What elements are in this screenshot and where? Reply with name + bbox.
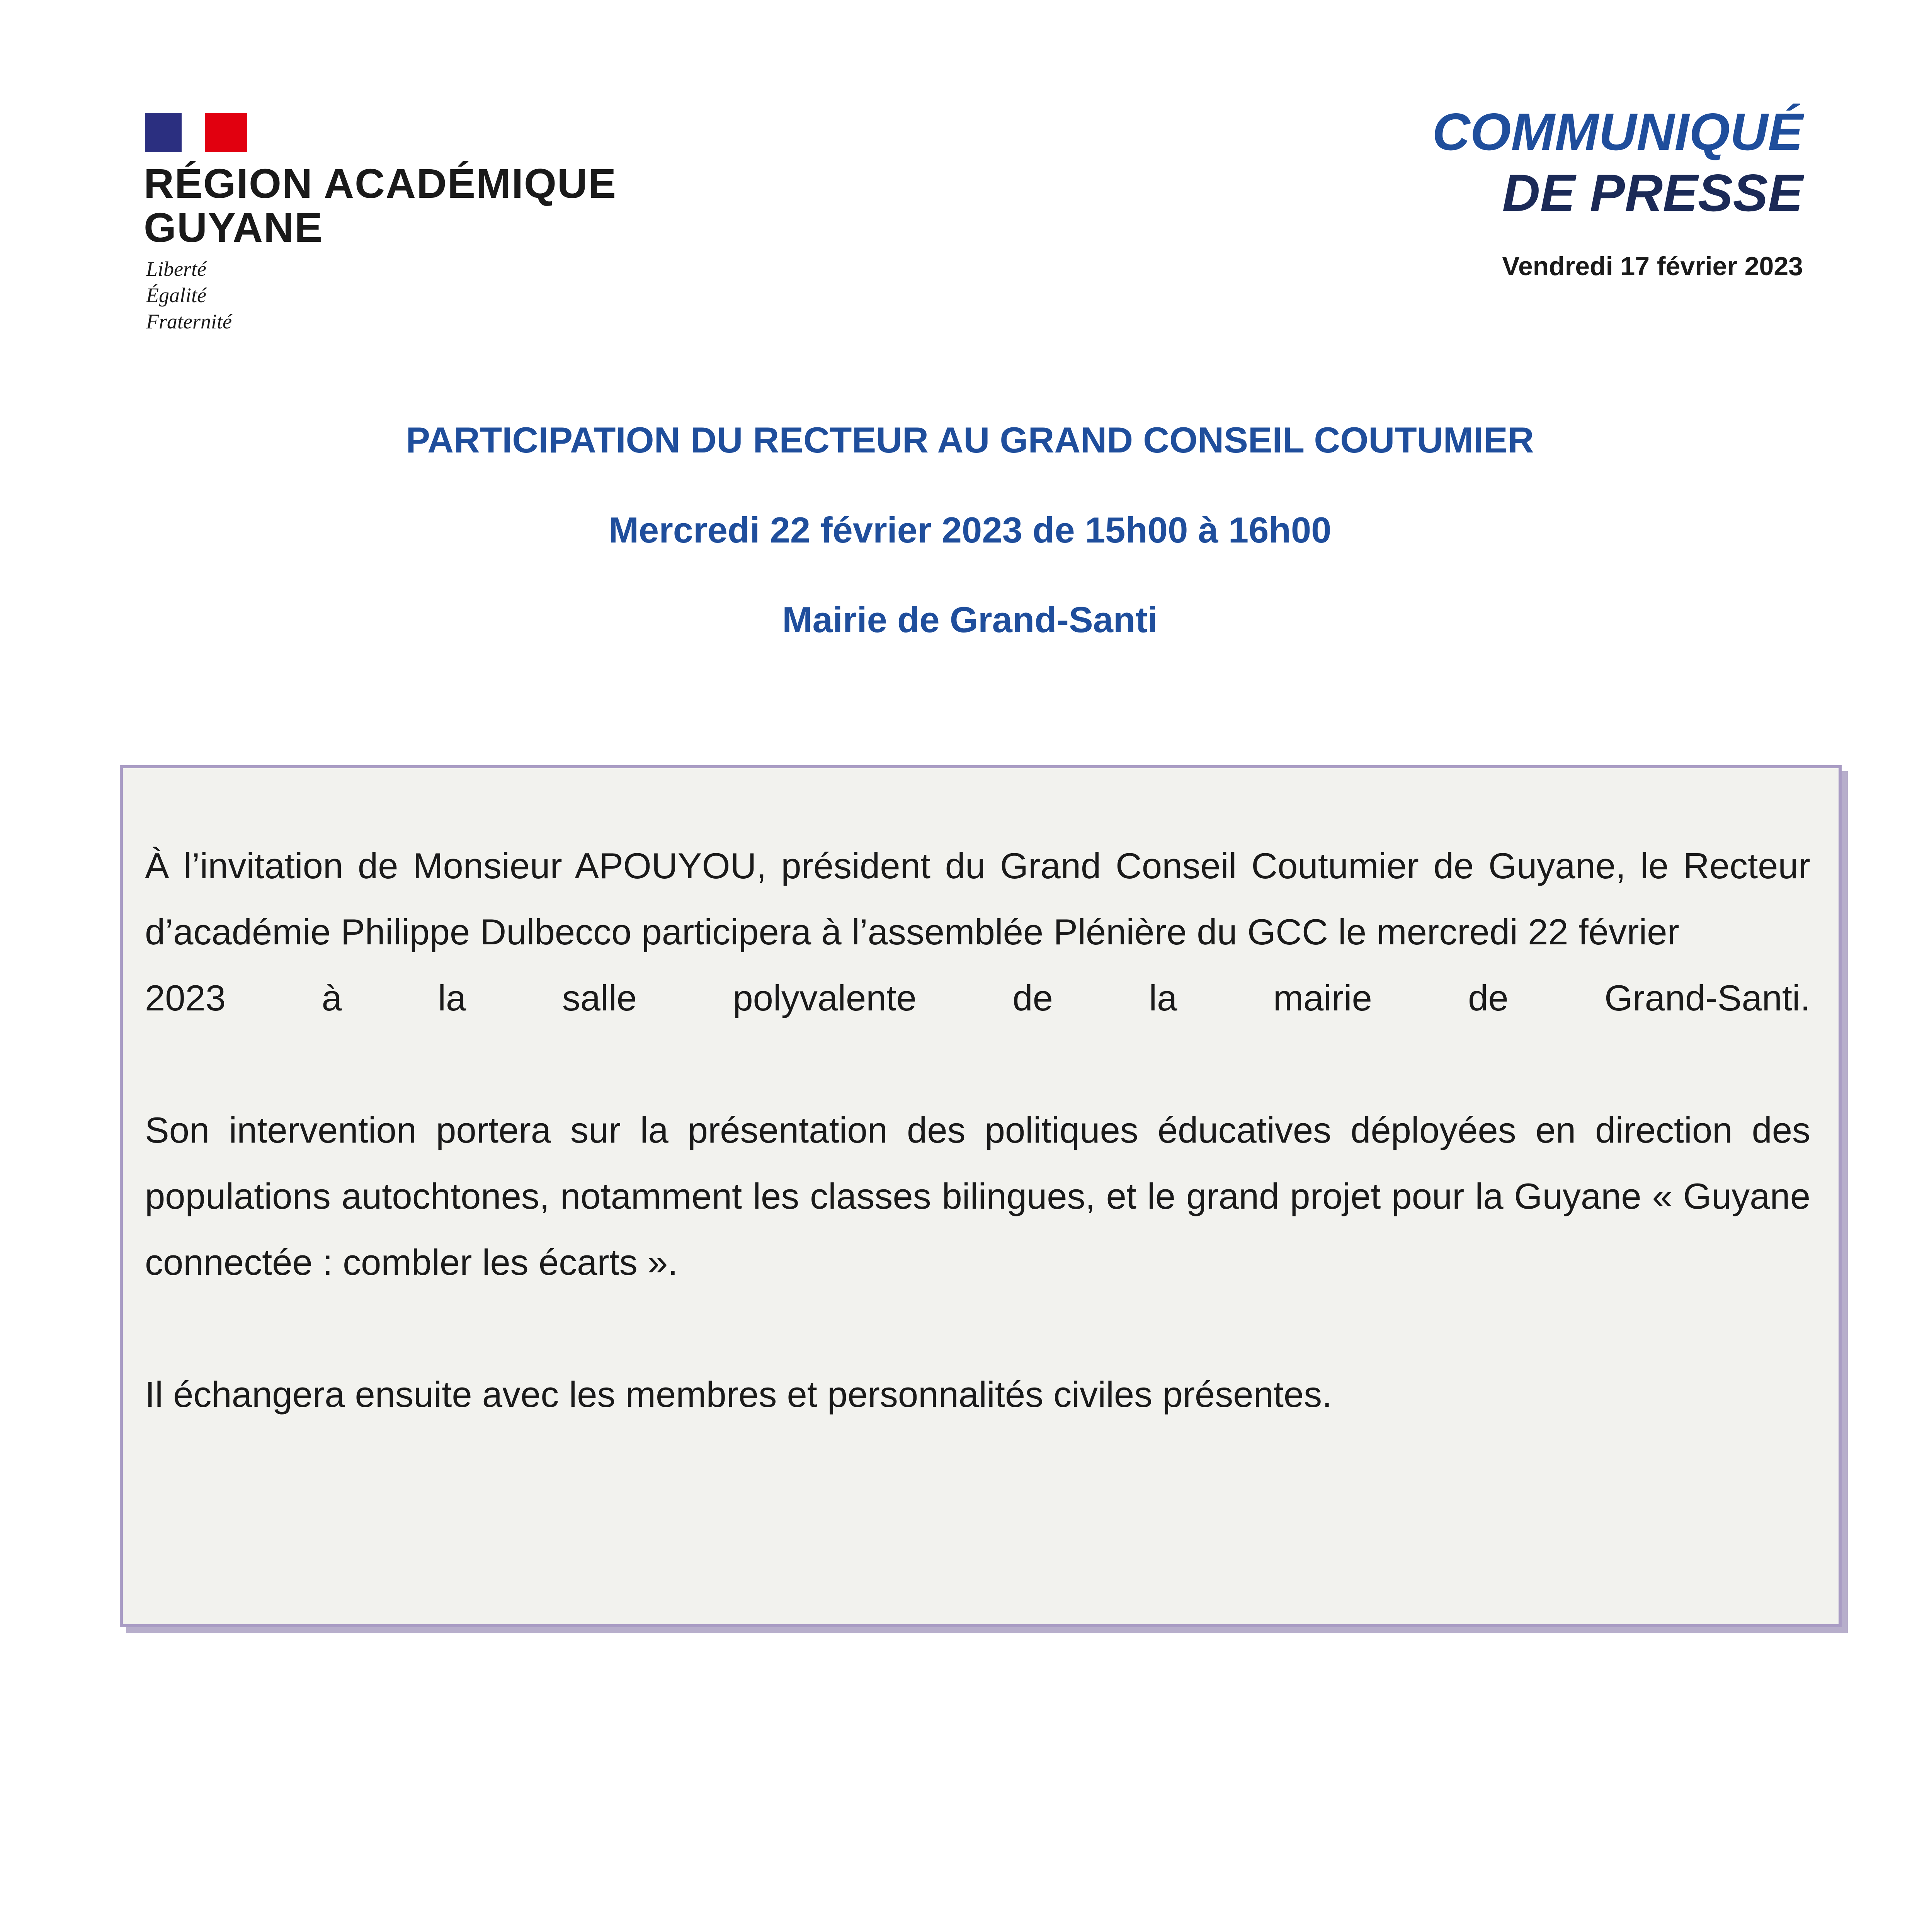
paragraph-intervention: Son intervention portera sur la présentation des politiques éducatives déployées en direction des populations autochtones, notamment les classes bilingues, et le grand projet pour la Guyane « Guyane connectée : combler les écarts ». <box>145 1110 1810 1282</box>
institution-name <box>144 162 617 250</box>
paragraph-invitation <box>145 833 1810 1031</box>
press-release-heading-line1: COMMUNIQUÉ <box>1432 102 1803 161</box>
flag-red-band <box>205 113 247 152</box>
paragraph-invitation-last-line: 2023 à la salle polyvalente de la mairie de Grand-Santi. <box>145 978 1810 1018</box>
flag-white-band <box>182 113 205 152</box>
motto-fraternite: Fraternité <box>146 310 232 333</box>
institution-name-line2: GUYANE <box>144 204 323 251</box>
announcement-text <box>145 833 1810 1427</box>
republic-motto <box>146 256 232 335</box>
motto-egalite: Égalité <box>146 284 206 307</box>
press-release-heading <box>1432 101 1803 223</box>
event-location: Mairie de Grand-Santi <box>782 599 1158 640</box>
event-datetime: Mercredi 22 février 2023 de 15h00 à 16h00 <box>608 510 1332 550</box>
marianne-flag-logo <box>145 113 247 152</box>
motto-liberte: Liberté <box>146 257 206 281</box>
press-release-heading-line2: DE PRESSE <box>1502 163 1803 222</box>
institution-name-line1: RÉGION ACADÉMIQUE <box>144 160 617 207</box>
main-title: PARTICIPATION DU RECTEUR AU GRAND CONSEIL COUTUMIER <box>406 420 1534 460</box>
paragraph-exchange: Il échangera ensuite avec les membres et personnalités civiles présentes. <box>145 1374 1332 1415</box>
flag-blue-band <box>145 113 182 152</box>
paragraph-invitation-text: À l’invitation de Monsieur APOUYOU, président du Grand Conseil Coutumier de Guyane, le Recteur d’académie Philippe Dulbecco participera à l’assemblée Plénière du GCC le mercredi 22 février <box>145 845 1810 952</box>
release-date: Vendredi 17 février 2023 <box>1502 252 1803 281</box>
